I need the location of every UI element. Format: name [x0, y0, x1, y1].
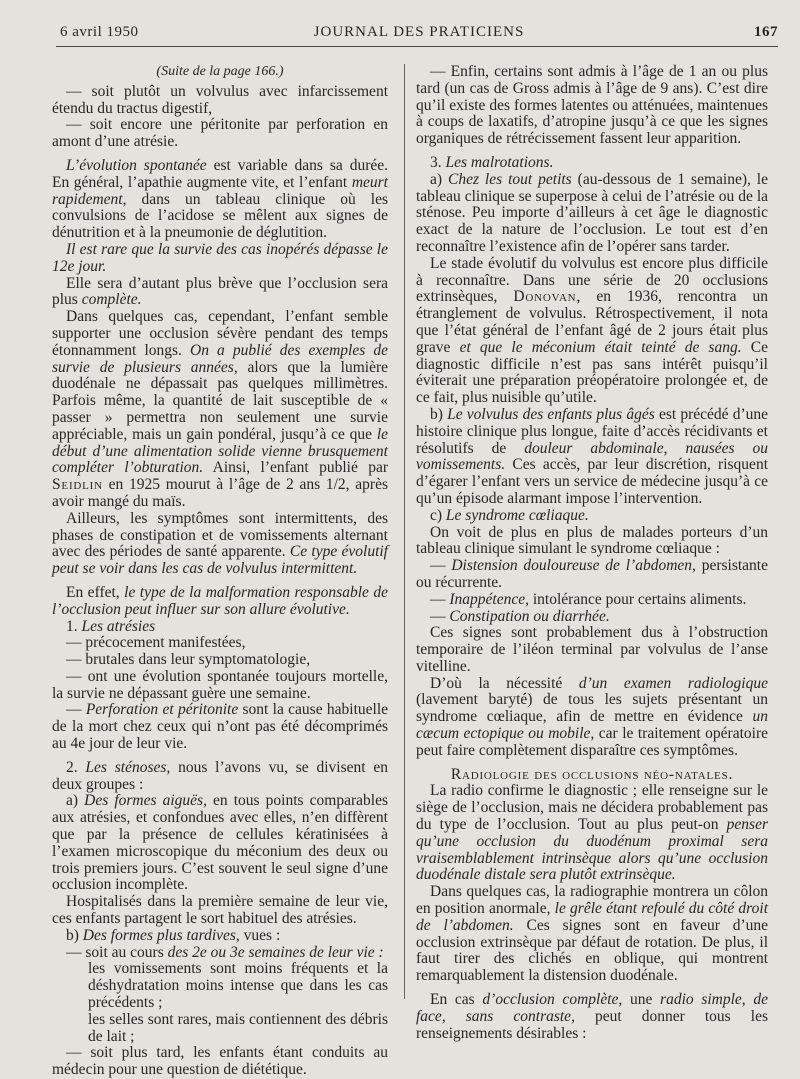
text: — [66, 701, 86, 719]
italic-text: Chez les tout petits [447, 170, 572, 188]
text: nous l’avons vu, se divisent en deux groupes : [52, 758, 388, 793]
section-heading [52, 619, 388, 636]
italic-text: Il est rare que la survie des cas inopérés dépasse le 12e jour. [52, 240, 388, 275]
section-heading [52, 760, 388, 794]
page-header [60, 20, 778, 44]
text: vues : [239, 926, 281, 944]
section-number: 1. [66, 617, 82, 635]
italic-text: complète. [81, 291, 142, 309]
paragraph [52, 309, 388, 511]
paragraph [416, 407, 768, 508]
left-column [52, 64, 388, 1079]
header-date: 6 avril 1950 [60, 24, 139, 40]
italic-text: le grêle étant refoulé du côté droit de l’abdomen. [416, 900, 768, 934]
paragraph [52, 276, 388, 310]
text: Ainsi, l’enfant publié par [203, 459, 388, 477]
text: b) [66, 926, 83, 944]
italic-text: Ce type évolutif peut se voir dans les cas de volvulus intermittent. [52, 543, 388, 578]
paragraph: Hospitalisés dans la première semaine de leur vie, ces enfants partagent le sort habituel des atrésies. [52, 893, 388, 928]
text: b) [430, 405, 448, 423]
text: car le traitement opératoire peut faire complètement disparaître ces symptômes. [416, 725, 769, 759]
paragraph [52, 511, 388, 578]
text: (au-dessous de 1 semaine), le tableau clinique se superpose à celui de l’atrésie ou de la sténose. Peu importe d’ailleurs à cet âge le diagnostic exact de la nature de l’occlusion. Le tout est d’en reconnaître l’existence afin de l’opérer sans tarder. [416, 170, 768, 255]
italic-text: Distension douloureuse de l’abdomen, [451, 557, 696, 575]
text: en 1925 mourut à l’âge de 2 ans 1/2, après avoir mangé du maïs. [52, 476, 388, 510]
paragraph: Ces signes sont probablement dus à l’obstruction temporaire de l’iléon terminal par volvulus de l’anse vitelline. [416, 624, 768, 675]
paragraph [416, 783, 768, 884]
text: Le stade évolutif du volvulus est encore plus difficile à reconnaître. Dans une série de 20 occlusions extrinsèques, [416, 254, 768, 306]
text: a) [66, 792, 85, 810]
italic-text: le début d’une alimentation solide vienne brusquement compléter l’obturation. [52, 425, 388, 477]
paragraph [416, 676, 768, 760]
paragraph: — soit plutôt un volvulus avec infarcissement étendu du tractus digestif, [52, 82, 388, 117]
list-subitem: les vomissements sont moins fréquents et la déshydratation moins intense que dans les cas précédents ; [88, 960, 388, 1012]
italic-text: On a publié des exemples de survie de plusieurs années, [52, 341, 389, 376]
paragraph [52, 242, 388, 276]
header-rule [56, 46, 778, 47]
text: sont la cause habituelle de la mort chez ceux qui n’ont pas été décomprimés au 4e jour de leur vie. [52, 701, 389, 753]
text: une [622, 991, 661, 1009]
paragraph: — Enfin, certains sont admis à l’âge de 1 an ou plus tard (un cas de Gross admis à l’âge de 9 ans). C’est dire qu’il existe des formes latentes ou atténuées, maintenues à coups de laxatifs, d’atropine jusqu’à ce que les signes organiques de rétrécissement fassent leur apparition. [416, 63, 768, 148]
italic-text: Des formes aiguës, [84, 792, 207, 810]
section-number: 2. [66, 758, 86, 776]
list-subitem: les selles sont rares, mais contiennent des débris de lait ; [88, 1010, 388, 1045]
italic-text: douleur abdominale, nausées ou vomissements. [416, 439, 768, 474]
section-heading [416, 155, 768, 172]
paragraph [416, 884, 768, 985]
text: (lavement baryté) de tous les sujets présentant un syndrome cœliaque, afin de mettre en évidence [416, 691, 768, 726]
italic-text: Inappétence, [449, 590, 529, 608]
page-number: 167 [754, 24, 778, 40]
text: c) [430, 506, 446, 524]
list-item [52, 702, 388, 752]
list-item [52, 945, 388, 962]
journal-title: JOURNAL DES PRATICIENS [313, 24, 525, 40]
text: alors que la lumière duodénale ne dépassait pas quelques millimètres. Parfois même, la quantité de lait susceptible de « passer » permettra non seulement une survie appréciable, mais un gain pondéral, jusqu’à ce que [52, 358, 388, 443]
italic-text: des 2e ou 3e semaines de leur vie : [167, 943, 384, 961]
section-title: Les sténoses, [85, 758, 171, 776]
paragraph [416, 256, 768, 407]
italic-text: un cæcum ectopique ou mobile, [416, 708, 768, 743]
text: Ces signes sont en faveur d’une occlusion extrinsèque par défaut de rotation. De plus, il faut tirer des clichés en oblique, qui montrent remarquablement la distension duodénale. [416, 916, 769, 985]
paragraph [52, 585, 388, 619]
text: D’où la nécessité [430, 674, 579, 692]
italic-text: Constipation ou diarrhée. [449, 607, 610, 625]
italic-text: penser qu’une occlusion du duodénum proximal sera vraisemblablement intrinsèque alors qu’une occlusion duodénale distale sera plutôt extrinsèque. [416, 816, 768, 884]
list-item [416, 558, 768, 592]
section-number: 3. [430, 153, 446, 171]
italic-text: Le volvulus des enfants plus âgés [447, 405, 655, 423]
right-column [416, 64, 768, 1042]
text: Dans quelques cas, cependant, l’enfant semble supporter une occlusion sévère pendant des temps étonnamment longs. [52, 308, 388, 359]
text: peut donner tous les renseignements désirables : [416, 1007, 768, 1042]
text: La radio confirme le diagnostic ; elle renseigne sur le siège de l’occlusion, mais ne décidera probablement pas du type de l’occlusion. Tout au plus peut-on [416, 782, 768, 834]
list-item [416, 592, 768, 609]
paragraph [52, 158, 388, 242]
list-item: — soit plus tard, les enfants étant conduits au médecin pour une question de diététique. [52, 1044, 388, 1079]
text: , en 1936, rencontra un étranglement de volvulus. Rétrospectivement, il nota que l’état général de l’enfant âgé de 2 jours était plus grave [416, 288, 768, 356]
italic-text: L’évolution spontanée [66, 156, 207, 174]
paragraph: — soit encore une péritonite par perforation en amont d’une atrésie. [52, 116, 388, 151]
section-title: Les malrotations. [445, 153, 554, 171]
italic-text: le type de la malformation responsable de l’occlusion peut influer sur son allure évolutive. [52, 583, 388, 618]
text: — [430, 590, 450, 608]
text: Ces accès, par leur discrétion, risquent d’égarer l’enfant vers un service de médecine jusqu’à ce qu’un épisode alarmant impose l’intervention. [416, 456, 768, 507]
text: dans un tableau clinique où les convulsions de l’acidose se mêlent aux signes de dénutrition et à la pneumonie de déglutition. [52, 190, 388, 242]
text: a) [430, 170, 448, 188]
text: — [430, 557, 452, 575]
paragraph [52, 928, 388, 945]
text: Elle sera d’autant plus brève que l’occlusion sera plus [52, 274, 388, 309]
text: intolérance pour certains aliments. [529, 590, 747, 608]
list-item: — précocement manifestées, [66, 634, 246, 652]
paragraph: On voit de plus en plus de malades porteurs d’un tableau clinique simulant le syndrome cœliaque : [416, 523, 768, 558]
text: En effet, [66, 583, 125, 601]
paragraph [416, 992, 768, 1042]
paragraph [416, 172, 768, 256]
author-name: Donovan [513, 288, 577, 306]
text: en tous points comparables aux atrésies, et confondues avec elles, n’en diffèrent que par la présence de cellules kératinisées à l’examen microscopique du méconium des deux ou trois premiers jours. C’est souvent le seul signe d’une occlusion incomplète. [52, 792, 388, 894]
text: — [430, 607, 450, 625]
list-item [416, 609, 768, 626]
italic-text: meurt rapidement, [52, 173, 388, 208]
text: — soit au cours [66, 943, 168, 961]
text: Ce diagnostic difficile n’est pas sans intérêt puisqu’il éviterait une préparation préopératoire prolongée et, de ce fait, plus nuisible qu’utile. [416, 338, 769, 407]
italic-text: Des formes plus tardives, [82, 926, 240, 944]
italic-text: d’un examen radiologique [578, 674, 768, 692]
text: Dans quelques cas, la radiographie montrera un côlon en position anormale, [416, 883, 768, 918]
paragraph [416, 508, 768, 525]
section-title: Les atrésies [81, 617, 156, 635]
text: est précédé d’une histoire clinique plus longue, faite d’accès récidivants et résolutifs de [416, 405, 768, 457]
text: Ailleurs, les symptômes sont intermittents, des phases de constipation et de vomissements alternant avec des périodes de santé apparente. [52, 509, 388, 561]
italic-text: et que le méconium était teinté de sang. [459, 338, 742, 356]
list-item: — brutales dans leur symptomatologie, [66, 651, 311, 669]
continuation-note: (Suite de la page 166.) [156, 64, 284, 79]
section-heading: Radiologie des occlusions néo-natales. [450, 765, 734, 783]
paragraph [52, 793, 388, 894]
column-divider [404, 64, 405, 999]
text: En cas [430, 991, 483, 1009]
author-name: Seidlin [52, 476, 103, 494]
italic-text: Perforation et péritonite [85, 701, 239, 719]
list-item: — ont une évolution spontanée toujours mortelle, la survie ne dépassant guère une semaine. [52, 667, 388, 702]
italic-text: d’occlusion complète, [482, 991, 623, 1009]
italic-text: radio simple, de face, sans contraste, [416, 991, 769, 1025]
text: persistante ou récurrente. [416, 557, 768, 591]
italic-text: Le syndrome cœliaque. [445, 506, 589, 524]
text: est variable dans sa durée. En général, l’apathie augmente vite, et l’enfant [52, 156, 388, 191]
